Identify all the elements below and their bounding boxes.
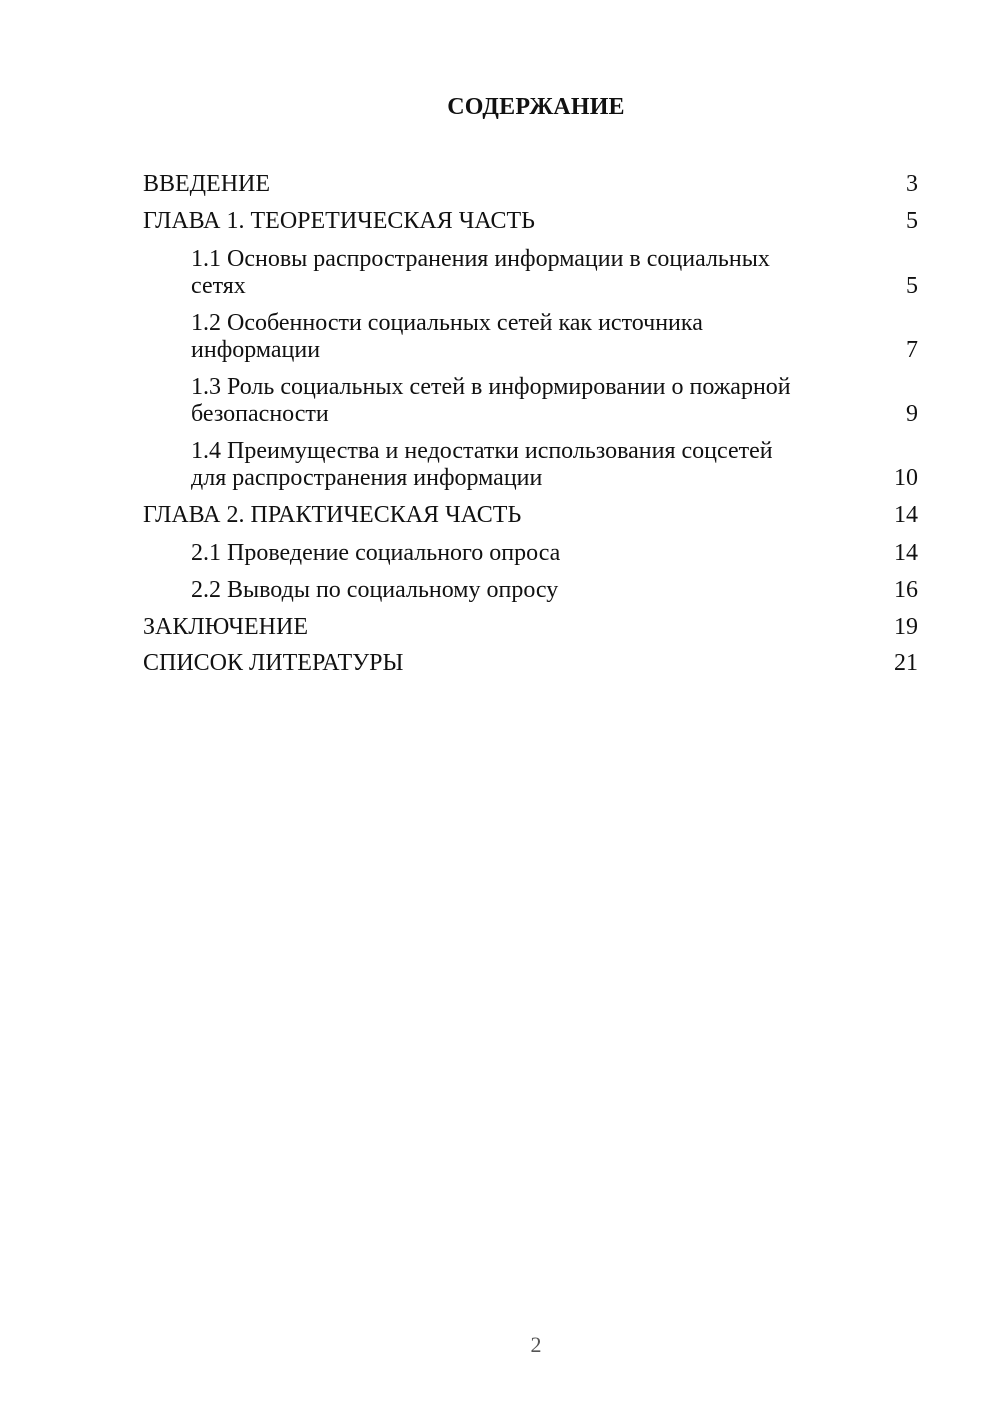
- toc-entry-label: 2.1 Проведение социального опроса: [191, 540, 561, 566]
- toc-entry-section-2-2[interactable]: [191, 577, 831, 604]
- toc-entry-label-line-1: 1.4 Преимущества и недостатки использования соцсетей: [191, 438, 773, 464]
- toc-entry-label-line-1: 1.1 Основы распространения информации в социальных: [191, 246, 770, 272]
- toc-entry-label-line-2: информации: [191, 337, 321, 363]
- toc-entry-label-line-1: 1.3 Роль социальных сетей в информировании о пожарной: [191, 374, 791, 400]
- toc-page-number: 19: [894, 614, 918, 640]
- toc-entry-introduction[interactable]: [143, 171, 783, 198]
- toc-entry-section-2-1[interactable]: [191, 540, 831, 567]
- toc-entry-section-1-3[interactable]: [191, 374, 831, 428]
- toc-page-number: 3: [906, 171, 918, 197]
- toc-page-number: 7: [906, 337, 918, 363]
- toc-entry-chapter-1[interactable]: [143, 208, 783, 235]
- toc-page-number: 14: [894, 502, 918, 528]
- toc-entry-section-1-2[interactable]: [191, 310, 831, 364]
- toc-entry-label-line-2: сетях: [191, 273, 246, 299]
- toc-entry-section-1-1[interactable]: [191, 246, 831, 300]
- toc-page-number: 14: [894, 540, 918, 566]
- page-title: СОДЕРЖАНИЕ: [447, 94, 625, 120]
- toc-entry-conclusion[interactable]: [143, 614, 783, 641]
- toc-entry-label-line-2: для распространения информации: [191, 465, 543, 491]
- toc-entry-label: ГЛАВА 1. ТЕОРЕТИЧЕСКАЯ ЧАСТЬ: [143, 208, 535, 234]
- toc-entry-label-line-1: 1.2 Особенности социальных сетей как источника: [191, 310, 703, 336]
- toc-page-number: 5: [906, 273, 918, 299]
- toc-page-number: 5: [906, 208, 918, 234]
- page-number-footer: 2: [530, 1332, 542, 1357]
- toc-page-number: 10: [894, 465, 918, 491]
- toc-entry-label: ГЛАВА 2. ПРАКТИЧЕСКАЯ ЧАСТЬ: [143, 502, 522, 528]
- toc-page-number: 16: [894, 577, 918, 603]
- toc-page-number: 21: [894, 650, 918, 676]
- toc-entry-chapter-2[interactable]: [143, 502, 783, 529]
- toc-entry-section-1-4[interactable]: [191, 438, 831, 492]
- toc-page-number: 9: [906, 401, 918, 427]
- toc-entry-label: 2.2 Выводы по социальному опросу: [191, 577, 559, 603]
- toc-entry-label: ЗАКЛЮЧЕНИЕ: [143, 614, 308, 640]
- toc-entry-label: ВВЕДЕНИЕ: [143, 171, 271, 197]
- toc-entry-bibliography[interactable]: [143, 650, 783, 677]
- toc-entry-label-line-2: безопасности: [191, 401, 329, 427]
- toc-entry-label: СПИСОК ЛИТЕРАТУРЫ: [143, 650, 404, 676]
